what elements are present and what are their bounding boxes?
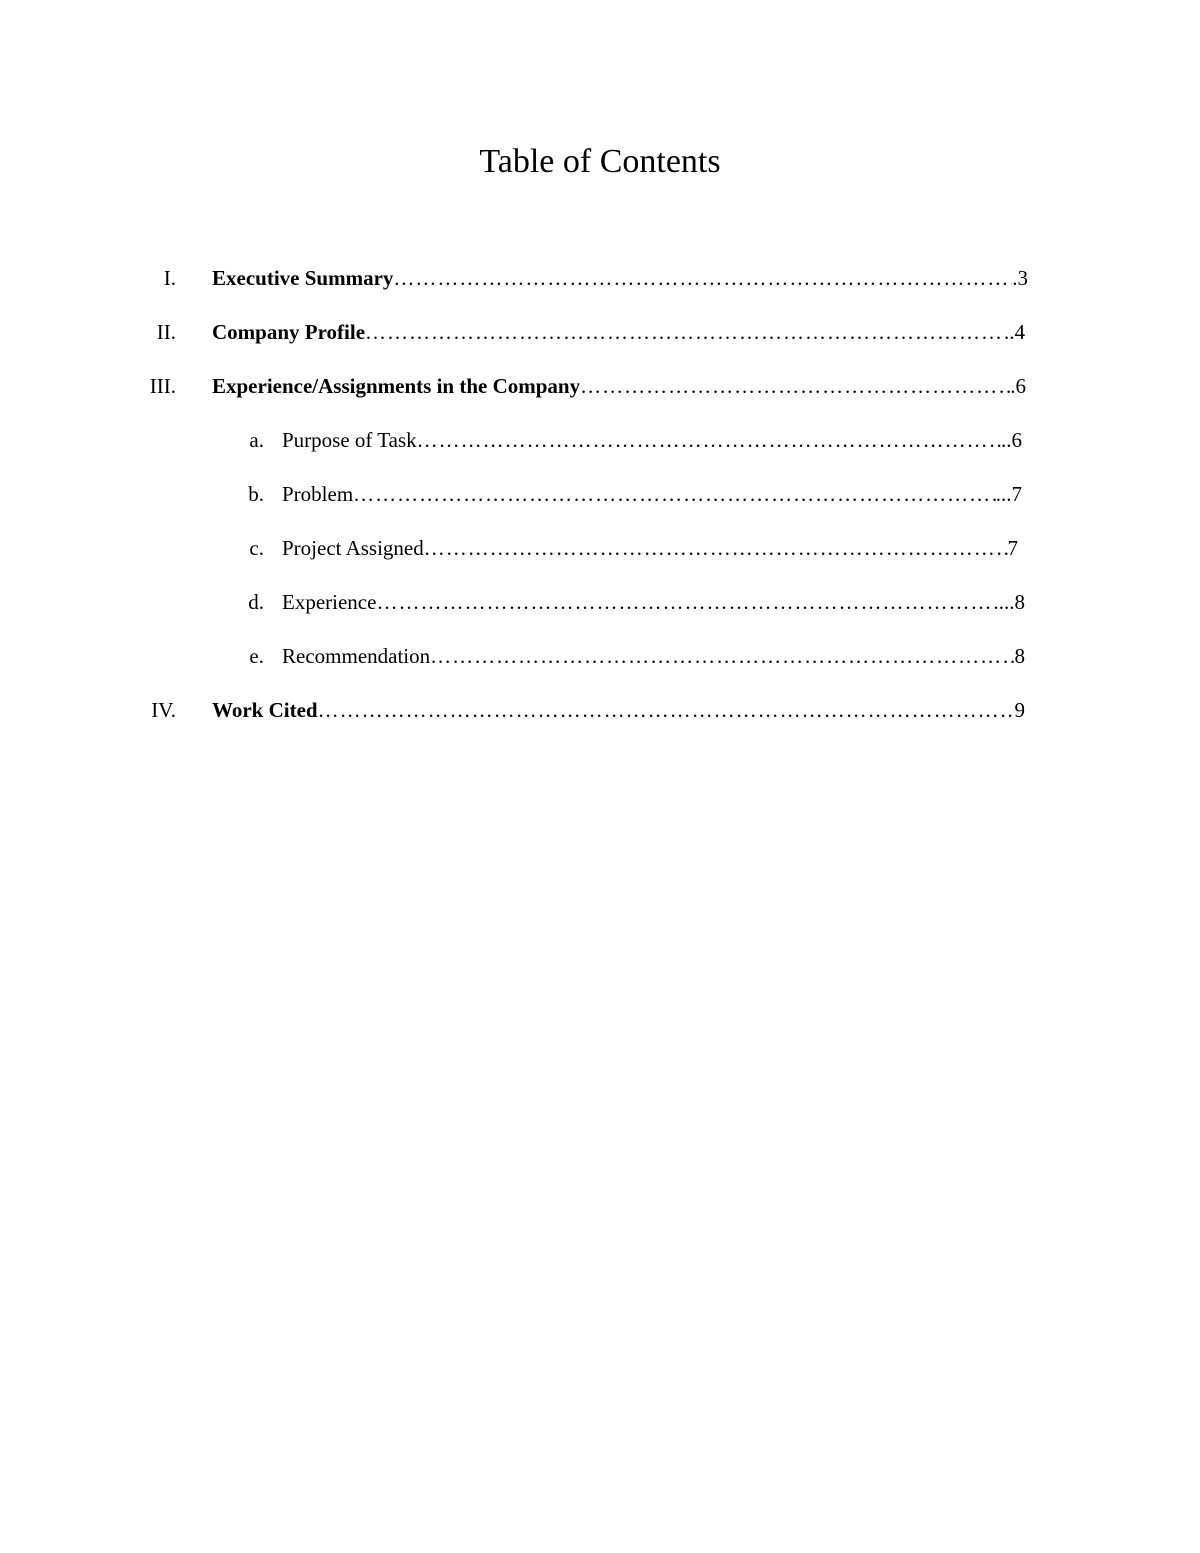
toc-entry-page: .6 xyxy=(1010,374,1026,398)
toc-leader-dots xyxy=(417,425,1001,455)
toc-leader-dots xyxy=(393,263,1012,293)
toc-leader-dots xyxy=(424,533,1008,563)
toc-entry-number: b. xyxy=(248,482,264,506)
toc-subentry[interactable] xyxy=(0,533,1200,563)
toc-entry-number: I. xyxy=(163,266,176,290)
toc-leader-dots xyxy=(580,371,1010,401)
toc-entry-page: 9 xyxy=(1014,698,1025,722)
toc-entry-label: Company Profile xyxy=(212,320,366,344)
toc-subentry[interactable] xyxy=(0,479,1200,509)
toc-entry[interactable] xyxy=(0,371,1200,401)
page-title: Table of Contents xyxy=(479,143,721,180)
toc-entry-label: Purpose of Task xyxy=(282,428,417,452)
toc-leader-dots xyxy=(430,641,1014,671)
toc-entry[interactable] xyxy=(0,263,1200,293)
toc-entry-number: III. xyxy=(149,374,176,398)
toc-leader-dots xyxy=(353,479,996,509)
toc-entry-label: Experience xyxy=(282,590,377,614)
toc-entry-label: Work Cited xyxy=(212,698,318,722)
toc-entry-page: ...7 xyxy=(995,482,1022,506)
toc-subentry[interactable] xyxy=(0,425,1200,455)
toc-leader-dots xyxy=(365,317,1004,347)
toc-entry-number: d. xyxy=(248,590,264,614)
toc-entry-number: II. xyxy=(156,320,176,344)
toc-entry[interactable] xyxy=(0,317,1200,347)
toc-entry-label: Problem xyxy=(282,482,354,506)
toc-entry-label: Experience/Assignments in the Company xyxy=(212,374,581,398)
toc-entry-page: .3 xyxy=(1012,266,1028,290)
toc-entry-page: ...8 xyxy=(998,590,1025,614)
toc-entry-label: Recommendation xyxy=(282,644,431,668)
toc-entry-number: c. xyxy=(249,536,264,560)
toc-entry-label: Project Assigned xyxy=(282,536,424,560)
toc-entry-number: a. xyxy=(249,428,264,452)
toc-entry[interactable] xyxy=(0,695,1200,725)
toc-entry-number: IV. xyxy=(151,698,176,722)
toc-subentry[interactable] xyxy=(0,641,1200,671)
toc-entry-page: 7 xyxy=(1007,536,1018,560)
toc-leader-dots xyxy=(376,587,998,617)
toc-entry-page: ..6 xyxy=(1001,428,1022,452)
toc-leader-dots xyxy=(318,695,1015,725)
toc-subentry[interactable] xyxy=(0,587,1200,617)
toc-entry-label: Executive Summary xyxy=(212,266,394,290)
toc-entry-number: e. xyxy=(249,644,264,668)
toc-entry-page: ..4 xyxy=(1004,320,1025,344)
toc-entry-page: 8 xyxy=(1014,644,1025,668)
